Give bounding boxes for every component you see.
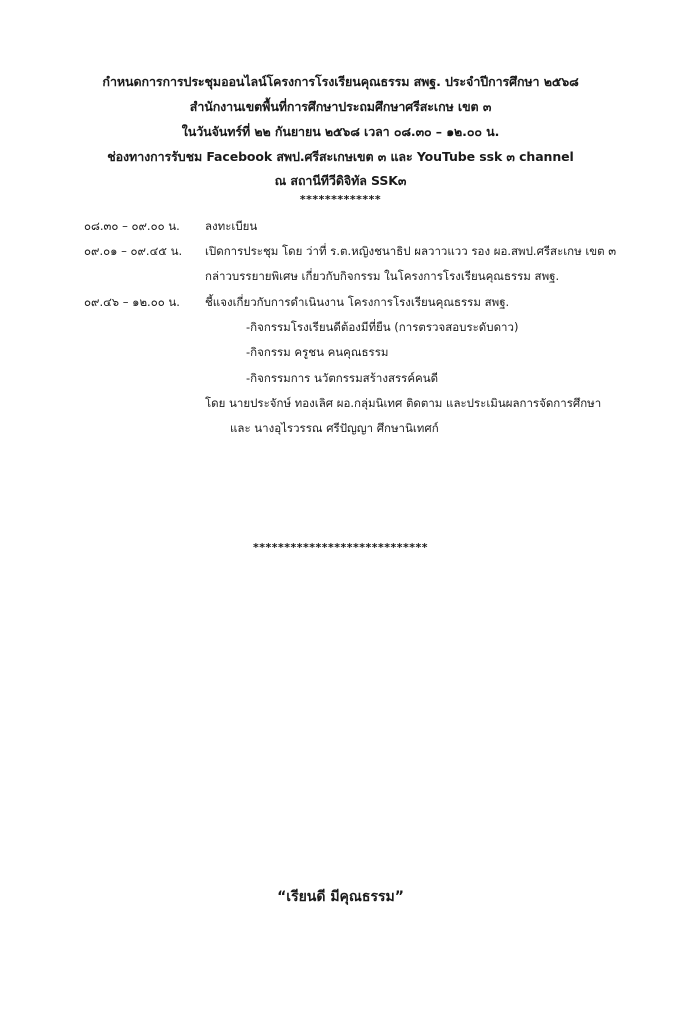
slogan: “เรียนดี มีคุณธรรม” [277,889,404,905]
divider-stars: **************************** [252,541,429,554]
schedule-text-1: ลงทะเบียน [205,219,258,233]
activity-item-1: -กิจกรรมโรงเรียนดีต้องมีที่ยืน (การตรวจสอบระดับดาว) [246,320,519,334]
schedule-text-2: เปิดการประชุม โดย ว่าที่ ร.ต.หญิงชนาธิป ผลวาวแวว รอง ผอ.สพป.ศรีสะเกษ เขต ๓ [205,244,617,258]
header-channels: ช่องทางการรับชม Facebook สพป.ศรีสะเกษเขต ๓ และ YouTube ssk ๓ channel [107,149,574,164]
schedule-time-2: ๐๙.๐๑ – ๐๙.๔๕ น. [84,244,183,258]
presenter-line-2: และ นางอุไรวรรณ ศรีปัญญา ศึกษานิเทศก์ [230,421,439,435]
schedule-text-3: ชี้แจงเกี่ยวกับการดำเนินงาน โครงการโรงเรียนคุณธรรม สพฐ. [205,295,510,309]
activity-item-3: -กิจกรรมการ นวัตกรรมสร้างสรรค์คนดี [246,371,439,385]
header-venue: ณ สถานีทีวีดิจิทัล SSK๓ [274,173,407,188]
presenter-line-1: โดย นายประจักษ์ ทองเลิศ ผอ.กลุ่มนิเทศ ติดตาม และประเมินผลการจัดการศึกษา [205,396,602,410]
header-date: ในวันจันทร์ที่ ๒๒ กันยายน ๒๕๖๘ เวลา ๐๘.๓๐ – ๑๒.๐๐ น. [181,124,500,139]
activity-item-2: -กิจกรรม ครูชน คนคุณธรรม [246,345,389,359]
header-title: กำหนดการการประชุมออนไลน์โครงการโรงเรียนคุณธรรม สพฐ. ประจำปีการศึกษา ๒๕๖๘ [102,74,579,89]
schedule-text-2b: กล่าวบรรยายพิเศษ เกี่ยวกับกิจกรรม ในโครงการโรงเรียนคุณธรรม สพฐ. [205,269,560,283]
header-stars: ************* [299,193,382,206]
schedule-time-3: ๐๙.๔๖ – ๑๒.๐๐ น. [84,295,180,309]
schedule-time-1: ๐๘.๓๐ – ๐๙.๐๐ น. [84,219,180,233]
header-office: สำนักงานเขตพื้นที่การศึกษาประถมศึกษาศรีสะเกษ เขต ๓ [189,99,492,114]
